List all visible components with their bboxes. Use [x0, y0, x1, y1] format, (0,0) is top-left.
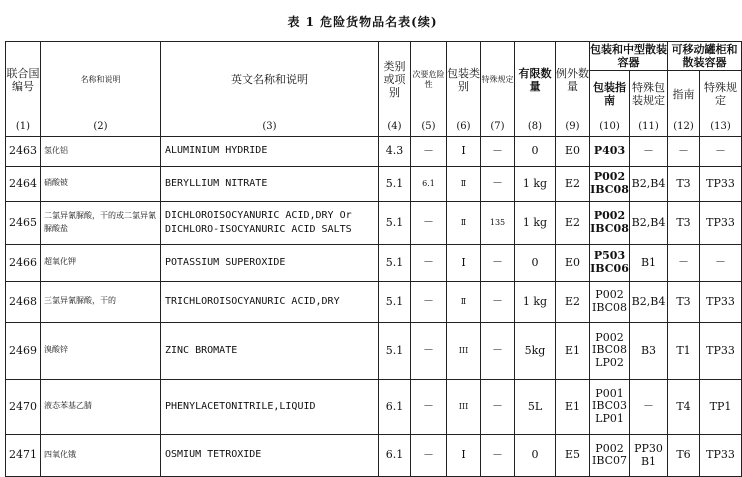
column-number: (12) [668, 118, 700, 137]
tank-instruction-value: T4 [668, 379, 700, 434]
special-value: — [481, 379, 515, 434]
tank-special-value: TP1 [700, 379, 742, 434]
special-value: — [481, 281, 515, 322]
excepted-qty-value: E2 [556, 201, 590, 244]
subsidiary-value: — [411, 322, 447, 379]
table-row [6, 136, 742, 166]
header-special-provisions: 特殊规定 [481, 42, 515, 118]
table-row [6, 244, 742, 281]
name-en: BERYLLIUM NITRATE [161, 166, 379, 201]
packing-group-value: III [447, 379, 481, 434]
limited-qty-value: 0 [515, 244, 556, 281]
tank-special-value: — [700, 136, 742, 166]
class-value: 5.1 [379, 281, 411, 322]
header-packing-group: 包装类别 [447, 42, 481, 118]
excepted-qty-value: E0 [556, 136, 590, 166]
tank-special-value: TP33 [700, 201, 742, 244]
packing-instruction-value: P403 [590, 136, 630, 166]
header-tank-instruction: 指南 [668, 71, 700, 118]
subsidiary-value: — [411, 281, 447, 322]
limited-qty-value: 1 kg [515, 201, 556, 244]
tank-special-value: TP33 [700, 281, 742, 322]
limited-qty-value: 5kg [515, 322, 556, 379]
tank-special-value: — [700, 244, 742, 281]
header-subsidiary-risk: 次要危险性 [411, 42, 447, 118]
column-number: (11) [630, 118, 668, 137]
un-number: 2469 [6, 322, 41, 379]
limited-qty-value: 5L [515, 379, 556, 434]
tank-special-value: TP33 [700, 434, 742, 476]
un-number: 2470 [6, 379, 41, 434]
tank-instruction-value: T1 [668, 322, 700, 379]
tank-instruction-value: T6 [668, 434, 700, 476]
header-un-number: 联合国编号 [6, 42, 41, 118]
column-number: (5) [411, 118, 447, 137]
special-packing-value: B2,B4 [630, 201, 668, 244]
column-number: (6) [447, 118, 481, 137]
name-cn: 溴酸锌 [41, 322, 161, 379]
name-cn: 超氧化钾 [41, 244, 161, 281]
limited-qty-value: 0 [515, 136, 556, 166]
excepted-qty-value: E0 [556, 244, 590, 281]
header-tank-special: 特殊规定 [700, 71, 742, 118]
subsidiary-value: 6.1 [411, 166, 447, 201]
table-row [6, 166, 742, 201]
special-packing-value: B3 [630, 322, 668, 379]
name-cn: 硝酸铍 [41, 166, 161, 201]
un-number: 2471 [6, 434, 41, 476]
name-en: OSMIUM TETROXIDE [161, 434, 379, 476]
column-number: (3) [161, 118, 379, 137]
un-number: 2464 [6, 166, 41, 201]
packing-instruction-value: P001 IBC03 LP01 [590, 379, 630, 434]
name-en: DICHLOROISOCYANURIC ACID,DRY Or DICHLORO-ISOCYANURIC ACID SALTS [161, 201, 379, 244]
packing-group-value: I [447, 136, 481, 166]
column-number-row [6, 118, 742, 137]
subsidiary-value: — [411, 434, 447, 476]
special-packing-value: — [630, 379, 668, 434]
subsidiary-value: — [411, 201, 447, 244]
header-name-cn: 名称和说明 [41, 42, 161, 118]
dangerous-goods-table [5, 41, 742, 477]
header-name-en: 英文名称和说明 [161, 42, 379, 118]
name-cn: 液态苯基乙腈 [41, 379, 161, 434]
table-title: 表 1 危险货物品名表(续) [287, 15, 438, 29]
column-number: (7) [481, 118, 515, 137]
excepted-qty-value: E1 [556, 322, 590, 379]
un-number: 2468 [6, 281, 41, 322]
limited-qty-value: 1 kg [515, 281, 556, 322]
packing-group-value: Ⅱ [447, 281, 481, 322]
excepted-qty-value: E2 [556, 166, 590, 201]
tank-instruction-value: — [668, 136, 700, 166]
column-number: (13) [700, 118, 742, 137]
packing-instruction-value: P503 IBC06 [590, 244, 630, 281]
excepted-qty-value: E1 [556, 379, 590, 434]
tank-special-value: TP33 [700, 166, 742, 201]
header-packaging-ibc: 包装和中型散装容器 [590, 42, 667, 69]
column-number: (8) [515, 118, 556, 137]
table-row [6, 201, 742, 244]
class-value: 5.1 [379, 166, 411, 201]
class-value: 6.1 [379, 379, 411, 434]
name-en: ALUMINIUM HYDRIDE [161, 136, 379, 166]
column-number: (1) [6, 118, 41, 137]
header-packing-instruction: 包装指南 [590, 71, 630, 118]
tank-instruction-value: T3 [668, 281, 700, 322]
special-packing-value: B1 [630, 244, 668, 281]
excepted-qty-value: E2 [556, 281, 590, 322]
special-value: — [481, 166, 515, 201]
name-en: ZINC BROMATE [161, 322, 379, 379]
table-row [6, 434, 742, 476]
column-number: (10) [590, 118, 630, 137]
name-en: PHENYLACETONITRILE,LIQUID [161, 379, 379, 434]
special-packing-value: B2,B4 [630, 281, 668, 322]
un-number: 2465 [6, 201, 41, 244]
table-row [6, 379, 742, 434]
class-value: 5.1 [379, 322, 411, 379]
packing-group-value: I [447, 434, 481, 476]
column-number: (2) [41, 118, 161, 137]
packing-instruction-value: P002 IBC08 [590, 281, 630, 322]
header-special-packing: 特殊包装规定 [630, 71, 668, 118]
subsidiary-value: — [411, 379, 447, 434]
header-limited-quantity: 有限数量 [515, 42, 556, 118]
packing-instruction-value: P002 IBC08 [590, 166, 630, 201]
tank-special-value: TP33 [700, 322, 742, 379]
special-value: 135 [481, 201, 515, 244]
header-class: 类别或项别 [379, 42, 411, 118]
packing-instruction-value: P002 IBC08 [590, 201, 630, 244]
packing-instruction-value: P002 IBC07 [590, 434, 630, 476]
class-value: 4.3 [379, 136, 411, 166]
name-cn: 二氯异氰脲酸，干的或二氯异氰脲酸盐 [41, 201, 161, 244]
limited-qty-value: 0 [515, 434, 556, 476]
subsidiary-value: — [411, 136, 447, 166]
class-value: 6.1 [379, 434, 411, 476]
name-en: TRICHLOROISOCYANURIC ACID,DRY [161, 281, 379, 322]
packing-group-value: I [447, 244, 481, 281]
tank-instruction-value: T3 [668, 201, 700, 244]
tank-instruction-value: T3 [668, 166, 700, 201]
header-portable-tanks: 可移动罐柜和散装容器 [668, 42, 742, 71]
special-packing-value: — [630, 136, 668, 166]
special-packing-value: PP30 B1 [630, 434, 668, 476]
packing-group-value: III [447, 322, 481, 379]
packing-group-value: Ⅱ [447, 201, 481, 244]
special-packing-value: B2,B4 [630, 166, 668, 201]
packing-group-value: Ⅱ [447, 166, 481, 201]
limited-qty-value: 1 kg [515, 166, 556, 201]
excepted-qty-value: E5 [556, 434, 590, 476]
table-row [6, 322, 742, 379]
un-number: 2466 [6, 244, 41, 281]
name-cn: 四氧化锇 [41, 434, 161, 476]
column-number: (9) [556, 118, 590, 137]
special-value: — [481, 322, 515, 379]
class-value: 5.1 [379, 201, 411, 244]
header-excepted-quantity: 例外数量 [556, 42, 590, 118]
name-en: POTASSIUM SUPEROXIDE [161, 244, 379, 281]
tank-instruction-value: — [668, 244, 700, 281]
special-value: — [481, 434, 515, 476]
name-cn: 三氯异氰脲酸，干的 [41, 281, 161, 322]
table-row [6, 281, 742, 322]
special-value: — [481, 136, 515, 166]
packing-instruction-value: P002 IBC08 LP02 [590, 322, 630, 379]
special-value: — [481, 244, 515, 281]
column-number: (4) [379, 118, 411, 137]
name-cn: 氢化铝 [41, 136, 161, 166]
class-value: 5.1 [379, 244, 411, 281]
un-number: 2463 [6, 136, 41, 166]
subsidiary-value: — [411, 244, 447, 281]
